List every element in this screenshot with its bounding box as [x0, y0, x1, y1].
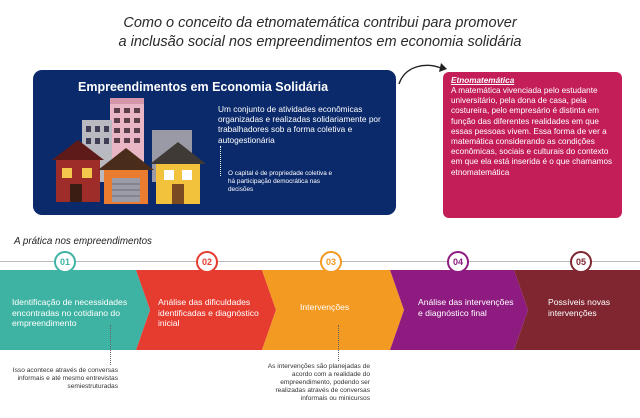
step-3-note: As intervenções são planejadas de acordo com a realidade do empreendimento, podendo ser realizadas através de conversas informais ou minicursos	[267, 363, 370, 402]
step-4-number: 04	[447, 251, 469, 273]
etnomatematica-title: Etnomatemática	[451, 76, 515, 85]
title-line-2: a inclusão social nos empreendimentos em economia solidária	[118, 34, 522, 50]
step-3-note-connector	[338, 325, 339, 361]
page-title	[0, 14, 640, 52]
section-label: A prática nos empreendimentos	[14, 236, 152, 247]
step-3-label: Intervenções	[300, 302, 350, 312]
economia-solidaria-title: Empreendimentos em Economia Solidária	[78, 80, 329, 94]
note-connector-line	[220, 146, 221, 176]
economia-solidaria-description: Um conjunto de atividades econômicas organizadas e realizadas solidariamente por trabalhadores sob a forma coletiva e autogestionária	[218, 104, 381, 145]
step-1-note: Isso acontece através de conversas informais e até mesmo entrevistas semiestruturadas	[12, 367, 118, 390]
step-5-label: Possíveis novas intervenções	[548, 297, 611, 318]
step-2-number: 02	[196, 251, 218, 273]
step-3-number: 03	[320, 251, 342, 273]
title-line-1: Como o conceito da etnomatemática contribui para promover	[123, 15, 517, 31]
step-1-label: Identificação de necessidades encontradas no cotidiano do empreendimento	[12, 297, 128, 329]
step-1-number: 01	[54, 251, 76, 273]
economia-solidaria-note: O capital é de propriedade coletiva e há participação democrática nas decisões	[228, 170, 333, 193]
step-4-label: Análise das intervenções e diagnóstico final	[418, 297, 514, 318]
buildings-illustration	[52, 96, 222, 208]
step-1-note-connector	[110, 325, 111, 365]
step-5-number: 05	[570, 251, 592, 273]
curved-arrow-icon	[395, 60, 450, 90]
step-2-label: Análise das dificuldades identificadas e diagnóstico inicial	[158, 297, 259, 329]
etnomatematica-body: A matemática vivenciada pelo estudante universitário, pela dona de casa, pela costureira, pelo empresário é distinta em função das diferentes realidades em que essas pessoas vivem. Essa forma de ver a matemática considerando as condições econômicas, sociais e culturais do contexto em que ela está inserida é o que chamamos etnomatemática	[451, 86, 613, 177]
